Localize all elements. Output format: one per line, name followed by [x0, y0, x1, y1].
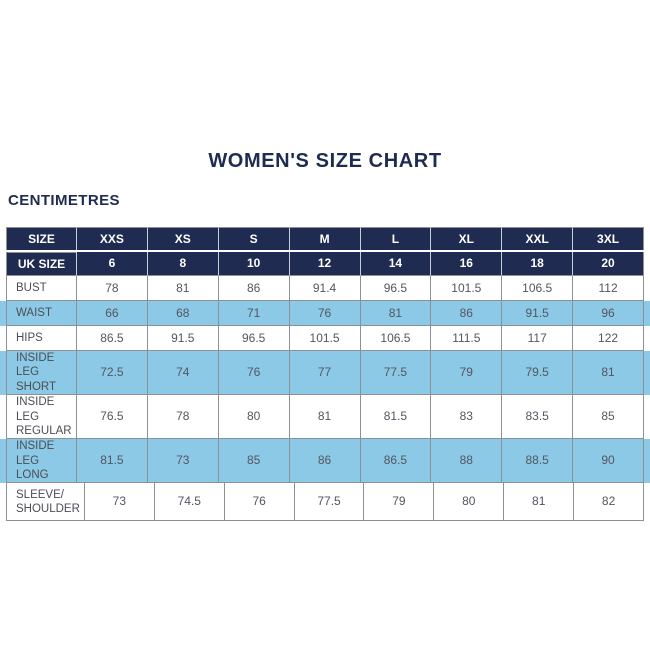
size-column-header: XXL [501, 227, 572, 250]
measurement-value-cell: 111.5 [430, 326, 501, 351]
measurement-row [0, 326, 650, 351]
measurement-value-cell: 74.5 [154, 483, 224, 521]
measurement-value-cell: 101.5 [430, 276, 501, 301]
measurement-value-cell: 91.4 [289, 276, 360, 301]
measurement-value-cell: 106.5 [501, 276, 572, 301]
measurement-value-cell: 79.5 [501, 351, 572, 395]
uk-size-row [0, 252, 650, 276]
measurement-value-cell: 81.5 [76, 439, 147, 483]
size-header-row [0, 227, 650, 250]
uk-size-value-cell: 6 [76, 252, 147, 276]
measurement-value-cell: 81 [503, 483, 573, 521]
measurement-label-cell: INSIDE LEG LONG [6, 439, 76, 483]
measurement-value-cell: 91.5 [147, 326, 218, 351]
measurement-value-cell: 80 [433, 483, 503, 521]
size-column-header: L [360, 227, 431, 250]
measurement-value-cell: 73 [147, 439, 218, 483]
measurement-row [0, 395, 650, 439]
measurement-value-cell: 83.5 [501, 395, 572, 439]
size-column-header: XS [147, 227, 218, 250]
uk-size-value-cell: 16 [430, 252, 501, 276]
measurement-value-cell: 77 [289, 351, 360, 395]
measurement-value-cell: 76.5 [76, 395, 147, 439]
measurement-label-cell: BUST [6, 276, 76, 301]
measurement-rows [0, 276, 650, 521]
measurement-row [0, 351, 650, 395]
measurement-label-cell: INSIDE LEG REGULAR [6, 395, 76, 439]
measurement-value-cell: 86.5 [76, 326, 147, 351]
measurement-value-cell: 76 [289, 301, 360, 326]
size-column-header: M [289, 227, 360, 250]
measurement-value-cell: 88 [430, 439, 501, 483]
uk-size-label-cell: UK SIZE [6, 252, 76, 276]
measurement-value-cell: 77.5 [360, 351, 431, 395]
measurement-value-cell: 76 [218, 351, 289, 395]
uk-size-value-cell: 8 [147, 252, 218, 276]
measurement-value-cell: 83 [430, 395, 501, 439]
measurement-value-cell: 81 [289, 395, 360, 439]
measurement-value-cell: 81 [572, 351, 644, 395]
measurement-value-cell: 85 [572, 395, 644, 439]
measurement-value-cell: 76 [224, 483, 294, 521]
uk-size-value-cell: 10 [218, 252, 289, 276]
measurement-value-cell: 112 [572, 276, 644, 301]
size-column-header: S [218, 227, 289, 250]
size-column-header: XXS [76, 227, 147, 250]
measurement-value-cell: 122 [572, 326, 644, 351]
measurement-value-cell: 106.5 [360, 326, 431, 351]
uk-size-value-cell: 20 [572, 252, 644, 276]
measurement-value-cell: 77.5 [294, 483, 364, 521]
measurement-row [0, 301, 650, 326]
measurement-value-cell: 85 [218, 439, 289, 483]
measurement-value-cell: 81 [360, 301, 431, 326]
measurement-value-cell: 78 [76, 276, 147, 301]
measurement-label-cell: HIPS [6, 326, 76, 351]
measurement-value-cell: 86 [430, 301, 501, 326]
page-title: WOMEN'S SIZE CHART [208, 150, 442, 172]
measurement-row [0, 276, 650, 301]
measurement-value-cell: 79 [430, 351, 501, 395]
measurement-value-cell: 96 [572, 301, 644, 326]
measurement-value-cell: 71 [218, 301, 289, 326]
uk-size-value-cell: 12 [289, 252, 360, 276]
size-header-cell: SIZE [6, 227, 76, 250]
measurement-value-cell: 96.5 [360, 276, 431, 301]
measurement-label-cell: WAIST [6, 301, 76, 326]
measurement-value-cell: 68 [147, 301, 218, 326]
measurement-value-cell: 90 [572, 439, 644, 483]
measurement-value-cell: 81 [147, 276, 218, 301]
measurement-value-cell: 117 [501, 326, 572, 351]
size-column-header: XL [430, 227, 501, 250]
size-column-header: 3XL [572, 227, 644, 250]
measurement-value-cell: 74 [147, 351, 218, 395]
unit-label: CENTIMETRES [8, 192, 120, 209]
measurement-value-cell: 66 [76, 301, 147, 326]
size-chart-table [0, 227, 650, 521]
measurement-value-cell: 82 [573, 483, 644, 521]
measurement-row [0, 483, 650, 521]
measurement-row [0, 439, 650, 483]
uk-size-value-cell: 14 [360, 252, 431, 276]
measurement-value-cell: 86.5 [360, 439, 431, 483]
measurement-value-cell: 79 [363, 483, 433, 521]
measurement-value-cell: 86 [289, 439, 360, 483]
measurement-value-cell: 88.5 [501, 439, 572, 483]
measurement-value-cell: 91.5 [501, 301, 572, 326]
measurement-value-cell: 101.5 [289, 326, 360, 351]
measurement-value-cell: 86 [218, 276, 289, 301]
measurement-value-cell: 73 [84, 483, 154, 521]
uk-size-value-cell: 18 [501, 252, 572, 276]
measurement-label-cell: SLEEVE/​SHOULDER [6, 483, 84, 521]
measurement-value-cell: 72.5 [76, 351, 147, 395]
measurement-value-cell: 96.5 [218, 326, 289, 351]
measurement-value-cell: 80 [218, 395, 289, 439]
measurement-value-cell: 78 [147, 395, 218, 439]
measurement-value-cell: 81.5 [360, 395, 431, 439]
measurement-label-cell: INSIDE LEG SHORT [6, 351, 76, 395]
